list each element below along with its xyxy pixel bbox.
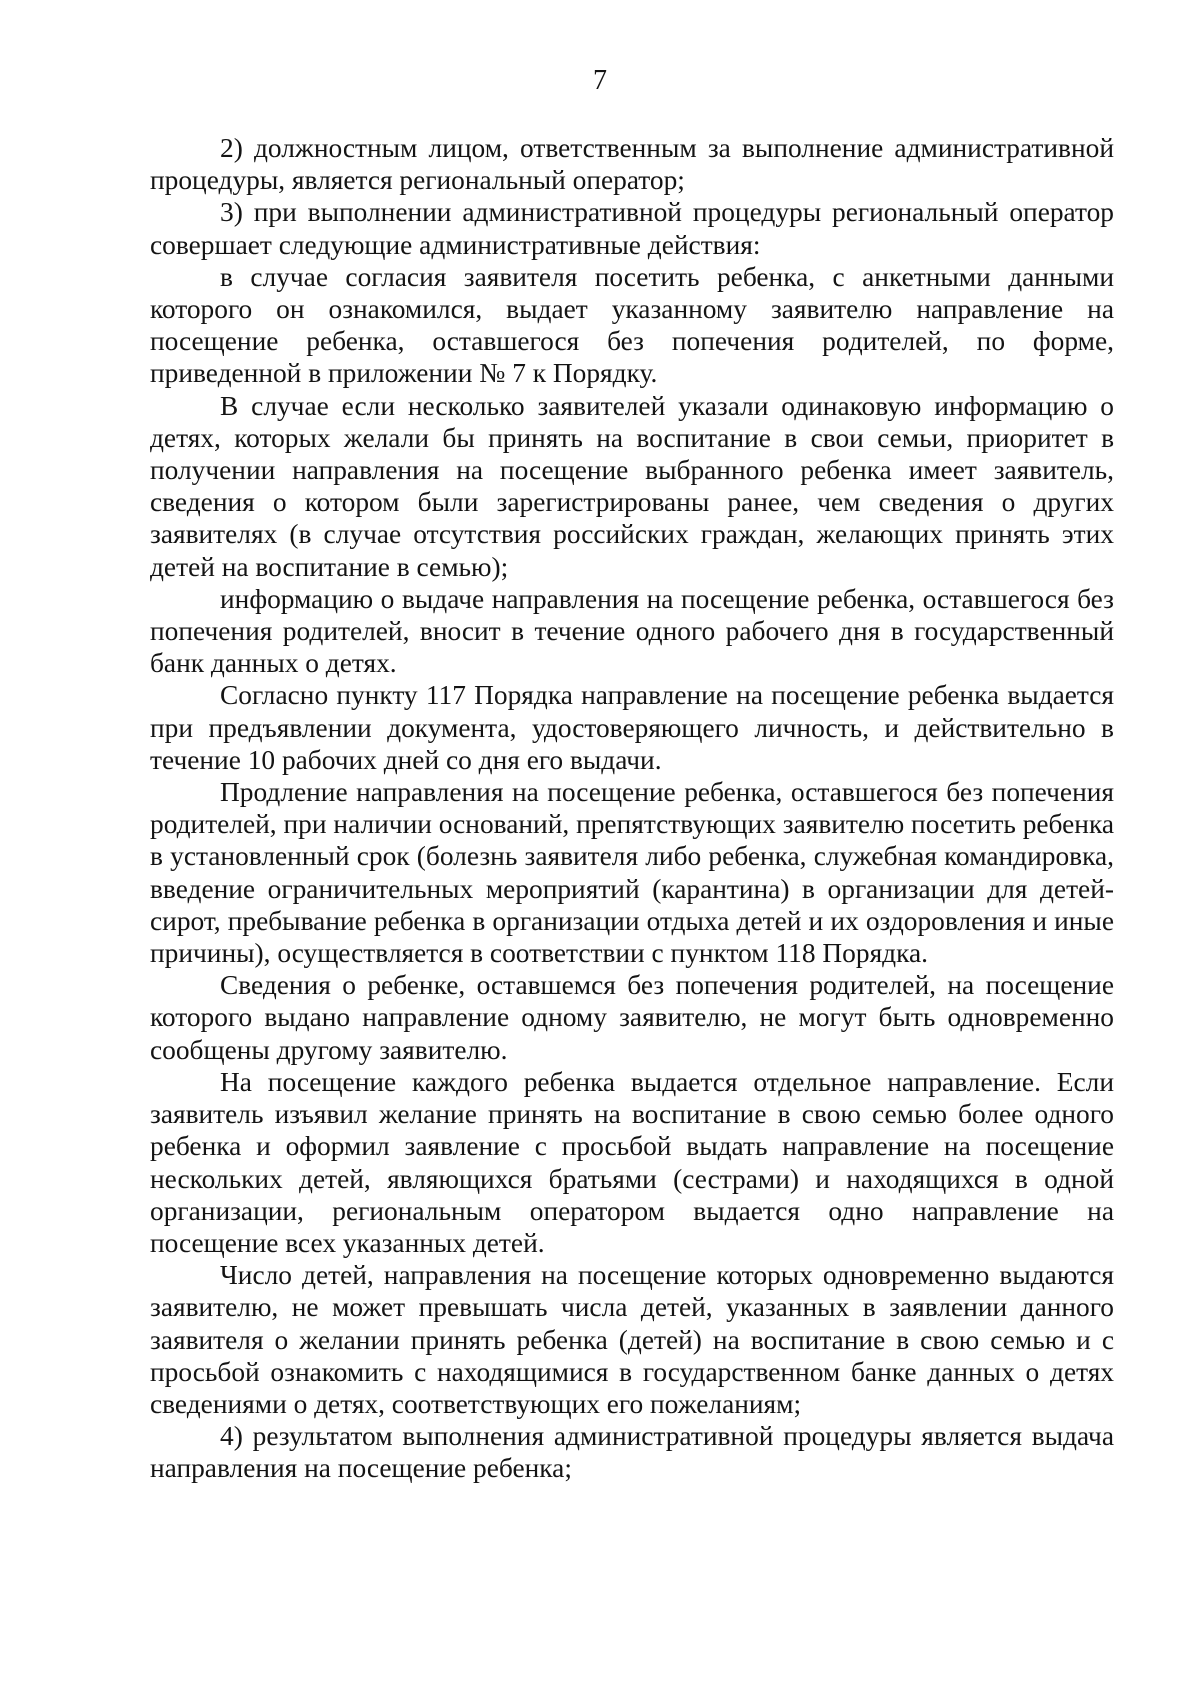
paragraph-record-issuance: информацию о выдаче направления на посещение ребенка, оставшегося без попечения родителей, вносит в течение одного рабочего дня в государственный банк данных о детях.	[150, 583, 1114, 679]
paragraph-consent-issue-referral: в случае согласия заявителя посетить ребенка, с анкетными данными которого он ознакомился, выдает указанному заявителю направление на посещение ребенка, оставшегося без попечения родителей, по форме, приведенной в приложении № 7 к Порядку.	[150, 261, 1114, 389]
document-body	[150, 132, 1114, 1485]
paragraph-extension: Продление направления на посещение ребенка, оставшегося без попечения родителей, при наличии оснований, препятствующих заявителю посетить ребенка в установленный срок (болезнь заявителя либо ребенка, служебная командировка, введение ограничительных мероприятий (карантина) в организации для детей-сирот, пребывание ребенка в организации отдыха детей и их оздоровления и иные причины), осуществляется в соответствии с пунктом 118 Порядка.	[150, 777, 1114, 969]
paragraph-result: 4) результатом выполнения административной процедуры является выдача направления на посещение ребенка;	[150, 1421, 1114, 1484]
paragraph-information-exclusivity: Сведения о ребенке, оставшемся без попечения родителей, на посещение которого выдано направление одному заявителю, не могут быть одновременно сообщены другому заявителю.	[150, 970, 1114, 1065]
paragraph-number-of-children: Число детей, направления на посещение которых одновременно выдаются заявителю, не может превышать числа детей, указанных в заявлении данного заявителя о желании принять ребенка (детей) на воспитание в свою семью и с просьбой ознакомить с находящимися в государственном банке данных о детях сведениями о детях, соответствующих его пожеланиям;	[150, 1260, 1114, 1419]
paragraph-priority-rule: В случае если несколько заявителей указали одинаковую информацию о детях, которых желали бы принять на воспитание в свои семьи, приоритет в получении направления на посещение выбранного ребенка имеет заявитель, сведения о котором были зарегистрированы ранее, чем сведения о других заявителях (в случае отсутствия российских граждан, желающих принять этих детей на воспитание в семью);	[150, 390, 1114, 582]
paragraph-clause-117: Согласно пункту 117 Порядка направление на посещение ребенка выдается при предъявлении документа, удостоверяющего личность, и действительно в течение 10 рабочих дней со дня его выдачи.	[150, 680, 1114, 775]
paragraph-separate-referral: На посещение каждого ребенка выдается отдельное направление. Если заявитель изъявил желание принять на воспитание в свою семью более одного ребенка и оформил заявление с просьбой выдать направление на посещение нескольких детей, являющихся братьями (сестрами) и находящихся в одной организации, региональным оператором выдается одно направление на посещение всех указанных детей.	[150, 1066, 1114, 1258]
page-number: 7	[593, 65, 607, 96]
paragraph-responsible-official: 2) должностным лицом, ответственным за выполнение административной процедуры, является региональный оператор;	[150, 133, 1114, 196]
paragraph-administrative-actions: 3) при выполнении административной процедуры региональный оператор совершает следующие административные действия:	[150, 197, 1114, 260]
